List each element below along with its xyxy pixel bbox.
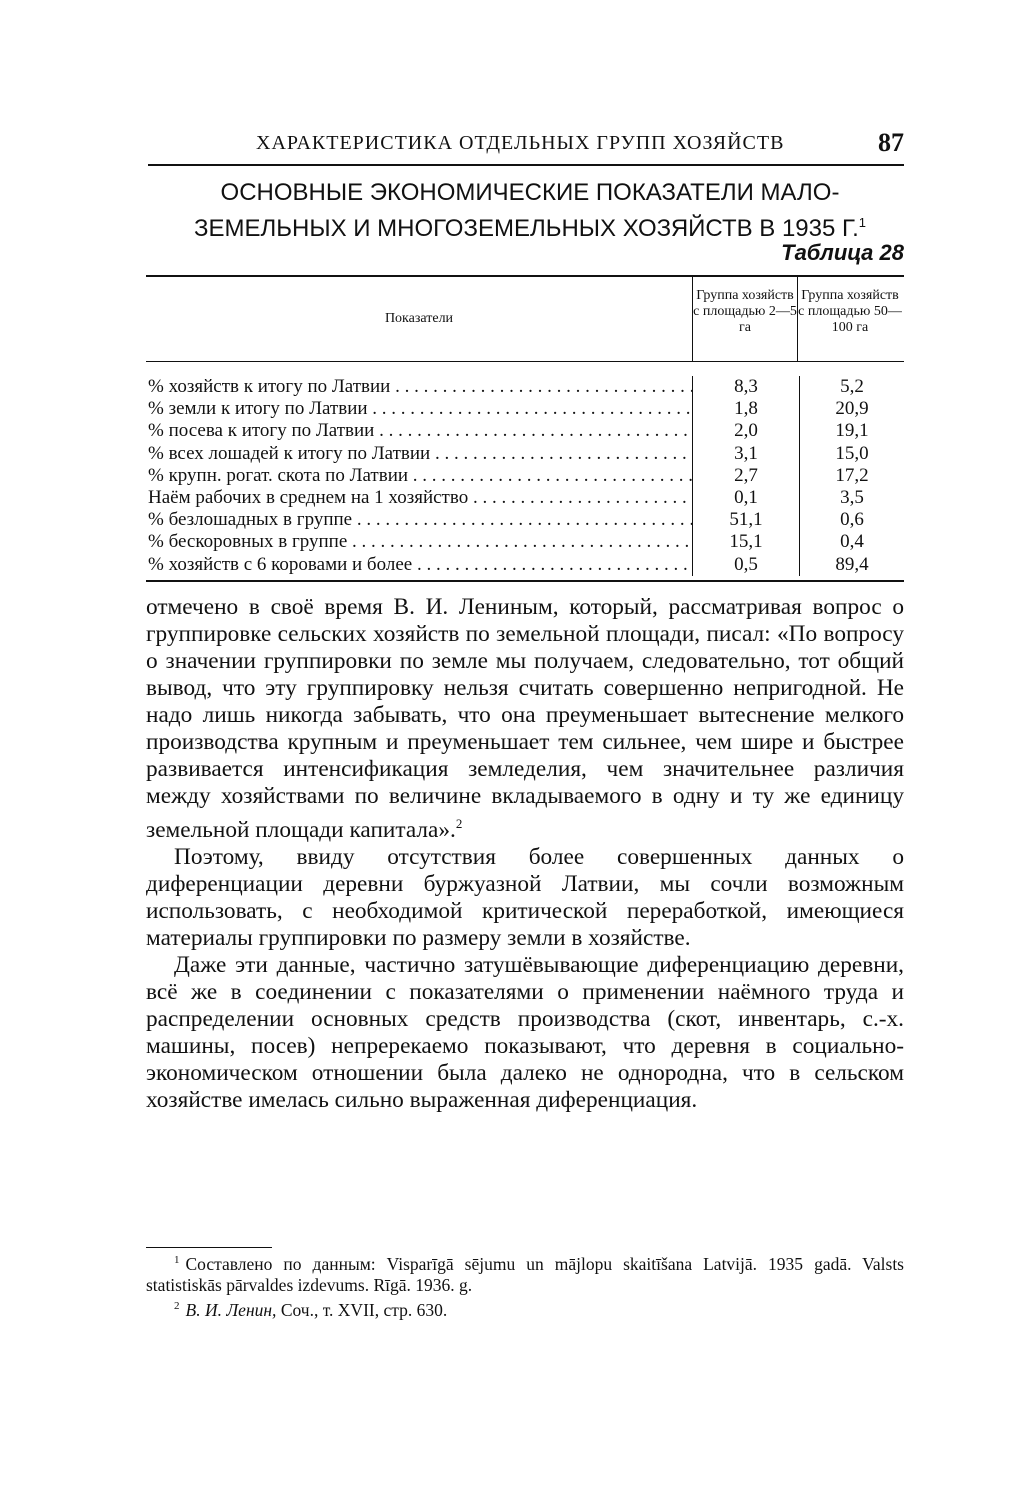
header-indicators: Показатели: [384, 311, 454, 326]
footnote-1: [146, 1250, 904, 1296]
table-title-line-2-text: ЗЕМЕЛЬНЫХ И МНОГОЗЕМЕЛЬНЫХ ХОЗЯЙСТВ В 1935 Г.: [193, 215, 859, 242]
value-group-2-5-ha: 51,1: [692, 509, 800, 531]
main-text: [146, 594, 904, 1114]
value-group-50-100-ha: 17,2: [835, 464, 869, 486]
row-label: % хозяйств с 6 коровами и более . . .: [146, 554, 692, 576]
table-body: [146, 362, 904, 580]
footnote-divider: [146, 1247, 272, 1248]
row-label: % бескоровных в группе . . .: [146, 531, 692, 553]
table-row: [146, 376, 904, 398]
table-row: [146, 398, 904, 420]
row-label: Наём рабочих в среднем на 1 хозяйство . . .: [146, 487, 692, 509]
running-head-title: ХАРАКТЕРИСТИКА ОТДЕЛЬНЫХ ГРУПП ХОЗЯЙСТВ: [256, 132, 785, 154]
value-group-2-5-ha: 0,5: [692, 554, 800, 576]
footnote-ref-1: 1: [858, 215, 866, 230]
table-title-line-2: [160, 208, 900, 244]
row-label: % посева к итогу по Латвии . . .: [146, 420, 692, 442]
value-group-2-5-ha: 3,1: [692, 443, 800, 465]
footnote-1-mark: 1: [174, 1254, 180, 1266]
header-group-2-5-ha: Группа хозяйств с площадью 2—5 га: [692, 277, 798, 361]
table-title: [160, 178, 900, 244]
value-group-50-100-ha: 15,0: [835, 442, 869, 464]
table-row: [146, 509, 904, 531]
row-label: % всех лошадей к итогу по Латвии . . .: [146, 443, 692, 465]
table-row: [146, 420, 904, 442]
value-group-50-100-ha: 0,4: [840, 531, 864, 553]
statistics-table: [146, 275, 904, 582]
header-group-50-100-ha: Группа хозяйств с площадью 50—100 га: [798, 288, 902, 335]
value-group-50-100-ha: 89,4: [835, 553, 869, 575]
row-label: % земли к итогу по Латвии . . .: [146, 398, 692, 420]
page-number: 87: [878, 128, 904, 157]
paragraph-1-text: отмечено в своё время В. И. Лениным, который, рассматривая вопрос о группировке сельских хозяйств по земельной площади, писал: «По вопросу о значении группировки по земле мы получаем, следовательно, тот общий вывод, что эту группировку нельзя считать совершенно непригодной. Не надо лишь никогда забывать, что она преуменьшает вытеснение мелкого производства крупным и преуменьшает тем сильнее, чем шире и быстрее развивается интенсификация земледелия, чем значительнее различия между хозяйствами по величине вкладываемого в одну и ту же единицу земельной площади капитала».: [146, 594, 904, 843]
value-group-50-100-ha: 20,9: [835, 398, 869, 420]
table-number: Таблица 28: [781, 240, 904, 265]
table-row: [146, 487, 904, 509]
value-group-2-5-ha: 15,1: [692, 531, 800, 553]
row-label: % хозяйств к итогу по Латвии . . .: [146, 376, 692, 398]
table-row: [146, 443, 904, 465]
paragraph-2: Поэтому, ввиду отсутствия более совершенных данных о диференциации деревни буржуазной Латвии, мы сочли возможным использовать, с необходимой критической переработкой, имеющиеся материалы группировки по размеру земли в хозяйстве.: [146, 843, 904, 951]
footnote-2-source: Соч., т. XVII, стр. 630.: [280, 1299, 448, 1320]
footnotes: [146, 1250, 904, 1321]
value-group-50-100-ha: 3,5: [840, 486, 864, 508]
value-group-2-5-ha: 2,7: [692, 465, 800, 487]
footnote-2-mark: 2: [174, 1299, 180, 1312]
table-row: [146, 554, 904, 576]
value-group-2-5-ha: 8,3: [692, 376, 800, 398]
paragraph-3: Даже эти данные, частично затушёвывающие диференциацию деревни, всё же в соединении с показателями о применении наёмного труда и распределении основных средств производства (скот, инвентарь, с.-х. машины, посев) непререкаемо показывают, что деревня в социально-экономическом отношении была далеко не однородна, что в сельском хозяйстве имелась сильно выраженная диференциация.: [146, 951, 904, 1113]
table-title-line-1: ОСНОВНЫЕ ЭКОНОМИЧЕСКИЕ ПОКАЗАТЕЛИ МАЛО-: [220, 179, 840, 206]
running-head: [148, 128, 904, 166]
row-label: % безлошадных в группе . . .: [146, 509, 692, 531]
footnote-2-author: В. И. Ленин,: [185, 1299, 277, 1320]
footnote-1-text: Составлено по данным: Visparīgā sējumu un mājlopu skaitīšana Latvijā. 1935 gadā. Valsts statistiskās pārvaldes izdevums. Rīgā. 1936. g.: [146, 1253, 904, 1295]
table-row: [146, 531, 904, 553]
value-group-50-100-ha: 5,2: [840, 376, 864, 397]
value-group-2-5-ha: 0,1: [692, 487, 800, 509]
footnote-ref-2: 2: [455, 816, 463, 831]
row-label: % крупн. рогат. скота по Латвии . . .: [146, 465, 692, 487]
value-group-50-100-ha: 19,1: [835, 420, 869, 442]
paragraph-1: [146, 594, 904, 844]
footnote-2: [146, 1296, 904, 1321]
value-group-2-5-ha: 1,8: [692, 398, 800, 420]
table-row: [146, 465, 904, 487]
table-header: [146, 277, 904, 362]
value-group-2-5-ha: 2,0: [692, 420, 800, 442]
value-group-50-100-ha: 0,6: [840, 509, 864, 531]
